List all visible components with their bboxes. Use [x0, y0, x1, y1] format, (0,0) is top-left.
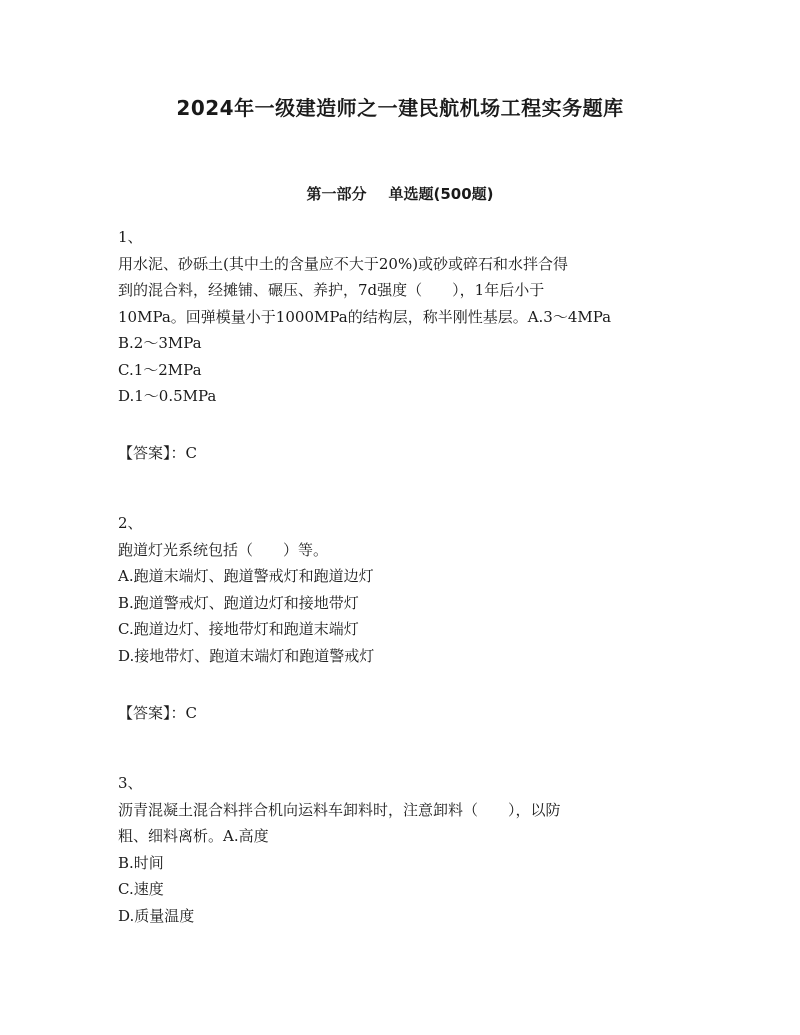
option-b: B.2～3MPa — [118, 334, 202, 352]
section-heading — [0, 183, 800, 204]
option-b: B.时间 — [118, 853, 164, 872]
question-text-line: 粗、细料离析。A.高度 — [118, 827, 269, 845]
question-number: 2、 — [118, 514, 143, 532]
question-number: 3、 — [118, 774, 143, 792]
option-d: D.接地带灯、跑道末端灯和跑道警戒灯 — [118, 646, 375, 665]
option-c: C.1～2MPa — [118, 360, 202, 379]
option-d: D.1～0.5MPa — [118, 387, 217, 405]
option-d: D.质量温度 — [118, 906, 195, 925]
document-title: 2024年一级建造师之一建民航机场工程实务题库 — [176, 96, 624, 120]
question-text-line: 用水泥、砂砾土(其中土的含量应不大于20%)或砂或碎石和水拌合得 — [118, 254, 569, 273]
question-text-line: 到的混合料，经摊铺、碾压、养护，7d强度（ ），1年后小于 — [118, 281, 545, 299]
option-a: A.跑道末端灯、跑道警戒灯和跑道边灯 — [118, 567, 374, 585]
question-text-line: 沥青混凝土混合料拌合机向运料车卸料时，注意卸料（ ），以防 — [118, 800, 561, 819]
question-text-line: 10MPa。回弹模量小于1000MPa的结构层，称半刚性基层。A.3～4MPa — [118, 307, 612, 326]
section-part: 第一部分 — [306, 185, 367, 203]
section-name: 单选题(500题) — [388, 185, 494, 203]
question-2 — [118, 510, 678, 669]
answer-2: 【答案】：C — [118, 704, 197, 722]
option-b: B.跑道警戒灯、跑道边灯和接地带灯 — [118, 593, 359, 612]
question-1 — [118, 224, 678, 410]
option-c: C.速度 — [118, 880, 164, 898]
option-c: C.跑道边灯、接地带灯和跑道末端灯 — [118, 620, 359, 638]
question-3 — [118, 770, 678, 929]
question-number: 1、 — [118, 228, 143, 246]
question-text-line: 跑道灯光系统包括（ ）等。 — [118, 540, 329, 559]
answer-1: 【答案】：C — [118, 444, 197, 462]
